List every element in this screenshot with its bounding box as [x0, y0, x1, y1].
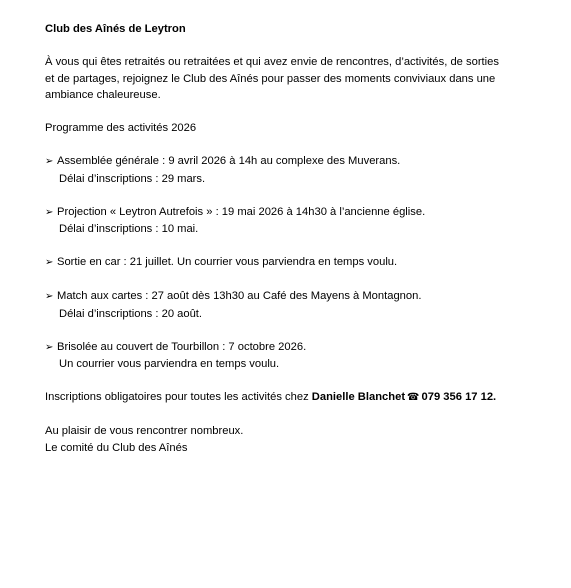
spacer: [45, 373, 545, 390]
activity-main: Assemblée générale : 9 avril 2026 à 14h au complexe des Muverans.: [57, 155, 401, 167]
arrow-bullet-icon: ➢: [45, 291, 54, 302]
activity-main: Brisolée au couvert de Tourbillon : 7 octobre 2026.: [57, 340, 307, 353]
closing-line: Au plaisir de vous rencontrer nombreux.: [45, 425, 244, 437]
document-title: Club des Aînés de Leytron: [45, 23, 186, 35]
activity-sub: Délai d’inscriptions : 10 mai.: [59, 223, 199, 235]
spacer: [45, 407, 545, 424]
activity-sub: Délai d’inscriptions : 29 mars.: [59, 172, 206, 185]
spacer: [45, 137, 545, 154]
intro-line: ambiance chaleureuse.: [45, 89, 161, 101]
activity-item: [45, 339, 545, 373]
arrow-bullet-icon: ➢: [45, 156, 54, 167]
activity-sub: Un courrier vous parviendra en temps voulu.: [59, 358, 280, 370]
activity-sub: Délai d’inscriptions : 20 août.: [59, 307, 203, 320]
spacer: [45, 38, 545, 55]
contact-phone: 079 356 17 12.: [421, 391, 497, 403]
activity-main: Projection « Leytron Autrefois » : 19 mai 2026 à 14h30 à l’ancienne église.: [57, 205, 426, 218]
contact-name: Danielle Blanchet: [311, 391, 406, 403]
intro-paragraph: [45, 54, 545, 104]
spacer: [45, 238, 545, 255]
activity-main: Match aux cartes : 27 août dès 13h30 au Café des Mayens à Montagnon.: [57, 290, 422, 302]
activity-item: [45, 204, 545, 238]
spacer: [45, 104, 545, 121]
program-heading: Programme des activités 2026: [45, 122, 197, 134]
arrow-bullet-icon: ➢: [45, 341, 54, 353]
signature-line: Le comité du Club des Aînés: [45, 441, 188, 454]
intro-line: et de partages, rejoignez le Club des Aînés pour passer des moments conviviaux dans une: [45, 72, 496, 85]
arrow-bullet-icon: ➢: [45, 206, 54, 218]
document-page: [45, 21, 545, 456]
spacer: [45, 272, 545, 289]
activity-main: Sortie en car : 21 juillet. Un courrier vous parviendra en temps voulu.: [57, 256, 398, 268]
phone-icon: ☎: [407, 392, 420, 403]
registration-line: [45, 389, 545, 407]
spacer: [45, 187, 545, 204]
arrow-bullet-icon: ➢: [45, 257, 54, 268]
activity-item: [45, 254, 545, 272]
activity-item: [45, 153, 545, 187]
registration-text: Inscriptions obligatoires pour toutes les activités chez: [45, 391, 312, 403]
intro-line: À vous qui êtes retraités ou retraitées et qui avez envie de rencontres, d’activités, de sorties: [45, 56, 499, 68]
spacer: [45, 322, 545, 339]
activity-item: [45, 288, 545, 322]
